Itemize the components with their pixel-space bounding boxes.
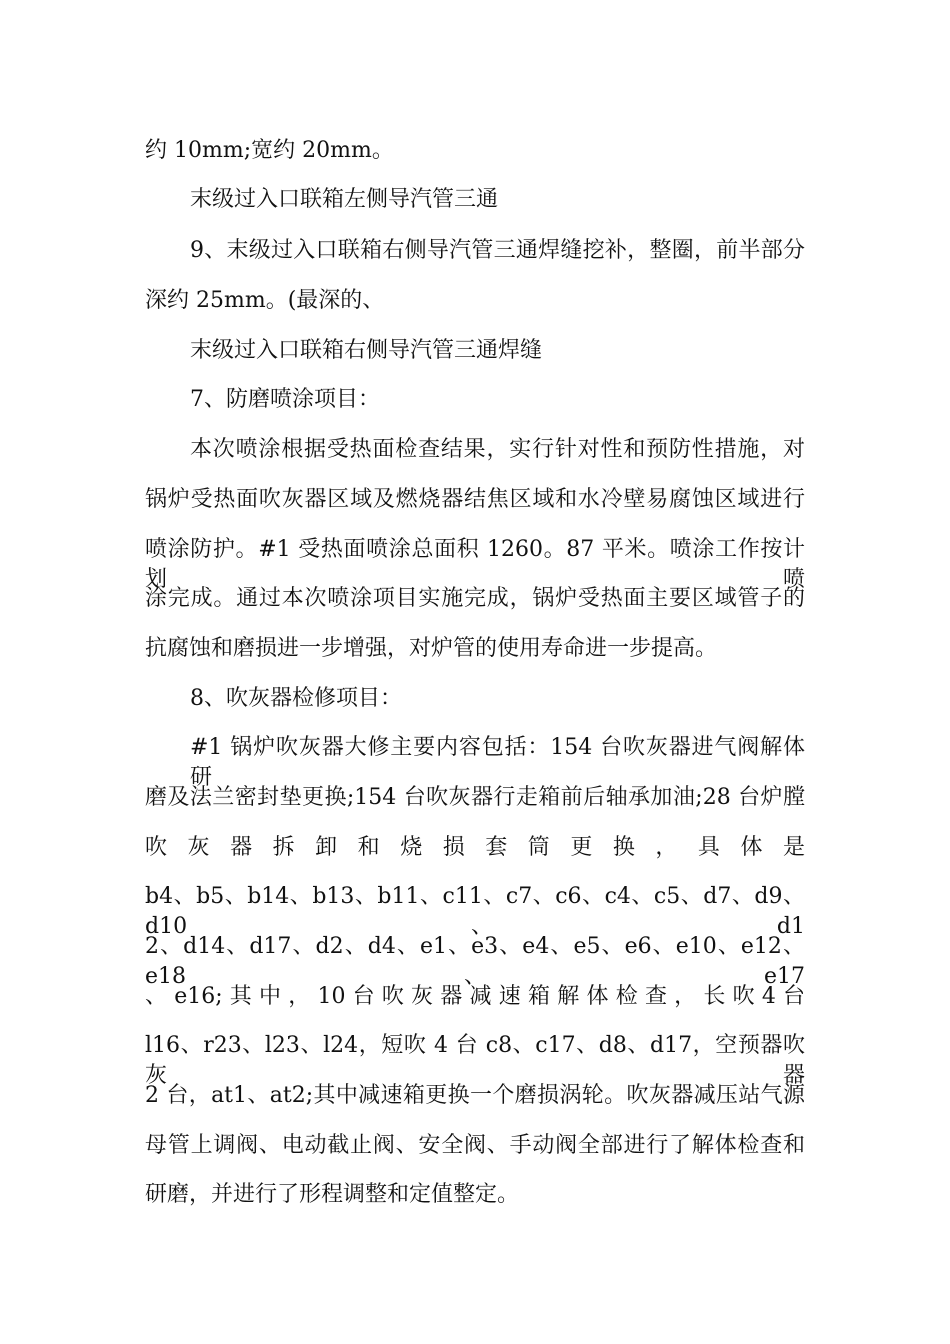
- text-line-11: 抗腐蚀和磨损进一步增强，对炉管的使用寿命进一步提高。: [145, 636, 718, 661]
- text-line-20: 2 台，at1、at2;其中减速箱更换一个磨损涡轮。吹灰器减压站气源: [145, 1083, 805, 1108]
- text-line-21: 母管上调阀、电动截止阀、安全阀、手动阀全部进行了解体检查和: [145, 1133, 805, 1158]
- section-heading-7: 7、防磨喷涂项目：: [190, 387, 380, 412]
- text-line-8: 锅炉受热面吹灰器区域及燃烧器结焦区域和水冷壁易腐蚀区域进行: [145, 487, 805, 512]
- text-line-4: 深约 25mm。(最深的、: [145, 288, 385, 313]
- text-line-3: 9、末级过入口联箱右侧导汽管三通焊缝挖补，整圈，前半部分: [190, 238, 805, 263]
- text-line-19: l16、r23、l23、l24，短吹 4 台 c8、c17、d8、d17，空预器吹灰器: [145, 1033, 805, 1088]
- text-line-17: 2、d14、d17、d2、d4、e1、e3、e4、e5、e6、e10、e12、e18、e17: [145, 934, 805, 989]
- text-line-2: 末级过入口联箱左侧导汽管三通: [190, 187, 499, 212]
- text-line-13: #1 锅炉吹灰器大修主要内容包括：154 台吹灰器进气阀解体研: [190, 735, 805, 790]
- text-line-10: 涂完成。通过本次喷涂项目实施完成，锅炉受热面主要区域管子的: [145, 586, 805, 611]
- text-line-9: 喷涂防护。#1 受热面喷涂总面积 1260。87 平米。喷涂工作按计划喷: [145, 537, 805, 592]
- text-line-1: 约 10mm;宽约 20mm。: [145, 138, 394, 163]
- text-line-7: 本次喷涂根据受热面检查结果，实行针对性和预防性措施，对: [190, 437, 805, 462]
- text-line-15: 吹 灰 器 拆 卸 和 烧 损 套 筒 更 换 ， 具 体 是: [145, 835, 805, 860]
- text-line-22: 研磨，并进行了形程调整和定值整定。: [145, 1182, 520, 1207]
- text-line-5: 末级过入口联箱右侧导汽管三通焊缝: [190, 338, 543, 363]
- text-line-14: 磨及法兰密封垫更换;154 台吹灰器行走箱前后轴承加油;28 台炉膛: [145, 785, 805, 810]
- text-line-18: 、 e16; 其 中 ， 10 台 吹 灰 器 减 速 箱 解 体 检 查 ， 长 吹 4 台: [145, 984, 805, 1009]
- text-line-16: b4、b5、b14、b13、b11、c11、c7、c6、c4、c5、d7、d9、d10、d1: [145, 884, 805, 939]
- section-heading-8: 8、吹灰器检修项目：: [190, 686, 402, 711]
